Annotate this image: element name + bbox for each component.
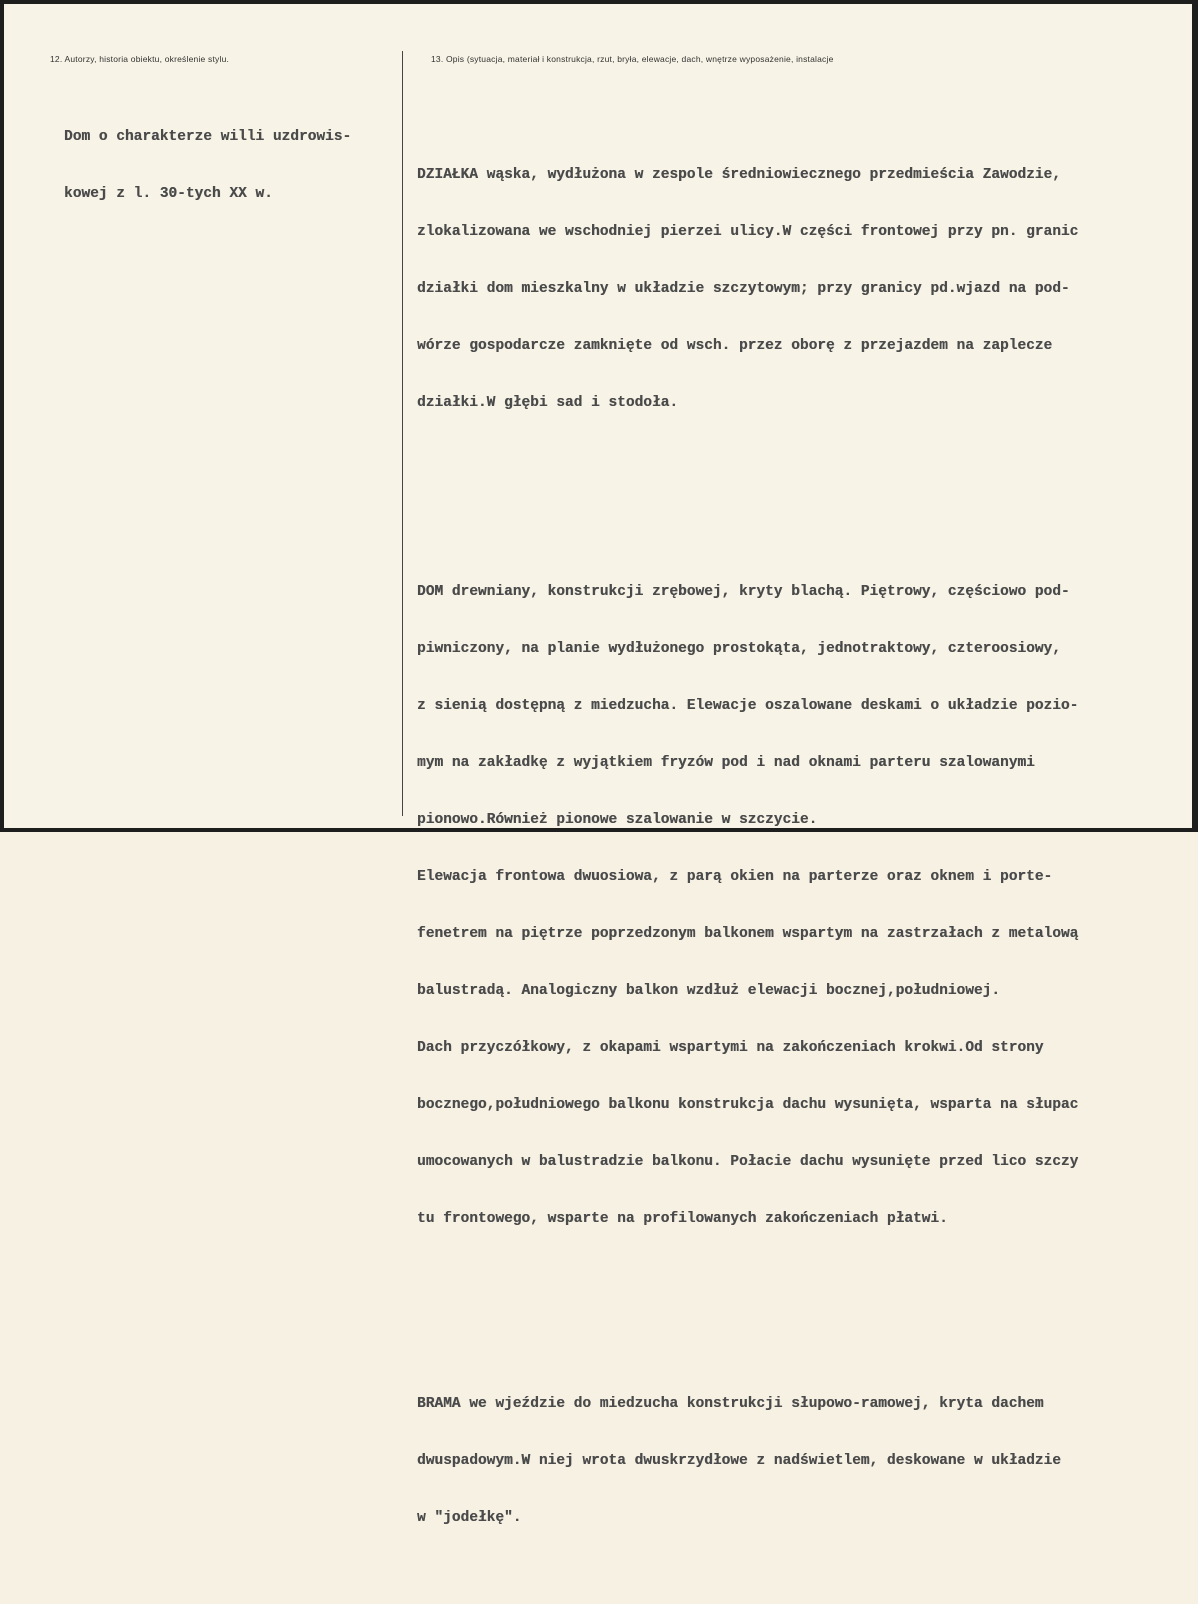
text-line: tu frontowego, wsparte na profilowanych zakończeniach płatwi. xyxy=(417,1211,948,1227)
text-line: kowej z l. 30-tych XX w. xyxy=(64,186,273,202)
text-line: zlokalizowana we wschodniej pierzei ulicy.W części frontowej przy pn. granic xyxy=(417,224,1079,240)
text-line: umocowanych w balustradzie balkonu. Połacie dachu wysunięte przed lico szczy xyxy=(417,1154,1079,1170)
text-line: bocznego,południowego balkonu konstrukcja dachu wysunięta, wsparta na słupac xyxy=(417,1097,1079,1113)
text-line: pionowo.Również pionowe szalowanie w szczycie. xyxy=(417,812,818,828)
text-line: fenetrem na piętrze poprzedzonym balkonem wspartym na zastrzałach z metalową xyxy=(417,926,1079,942)
text-line: w "jodełkę". xyxy=(417,1510,522,1526)
text-line: Dach przyczółkowy, z okapami wspartymi na zakończeniach krokwi.Od strony xyxy=(417,1040,1044,1056)
text-line: Dom o charakterze willi uzdrowis- xyxy=(64,129,352,145)
text-line: DOM drewniany, konstrukcji zrębowej, kryty blachą. Piętrowy, częściowo pod- xyxy=(417,584,1070,600)
column-divider xyxy=(402,51,403,816)
text-line: DZIAŁKA wąska, wydłużona w zespole średniowiecznego przedmieścia Zawodzie, xyxy=(417,167,1061,183)
text-line: dwuspadowym.W niej wrota dwuskrzydłowe z nadświetlem, deskowane w układzie xyxy=(417,1453,1061,1469)
paragraph-plot xyxy=(417,128,1078,451)
text-line: BRAMA we wjeździe do miedzucha konstrukcji słupowo-ramowej, kryta dachem xyxy=(417,1396,1044,1412)
text-line: Elewacja frontowa dwuosiowa, z parą okien na parterze oraz oknem i porte- xyxy=(417,869,1053,885)
text-line: piwniczony, na planie wydłużonego prostokąta, jednotraktowy, czterоosiowy, xyxy=(417,641,1061,657)
column-12-header: 12. Autorzy, historia obiektu, określenie stylu. xyxy=(50,54,230,64)
paragraph-gate xyxy=(417,1357,1078,1566)
authors-history-text xyxy=(64,90,351,242)
paragraph-house xyxy=(417,545,1078,1267)
column-13-header: 13. Opis (sytuacja, materiał i konstrukcja, rzut, bryła, elewacje, dach, wnętrze wyposażenie, instalacje xyxy=(431,54,834,64)
text-line: wórze gospodarcze zamknięte od wsch. przez oborę z przejazdem na zaplecze xyxy=(417,338,1053,354)
text-line: działki dom mieszkalny w układzie szczytowym; przy granicy pd.wjazd na pod- xyxy=(417,281,1070,297)
text-line: działki.W głębi sad i stodoła. xyxy=(417,395,679,411)
text-line: mym na zakładkę z wyjątkiem fryzów pod i nad oknami parteru szalowanymi xyxy=(417,755,1035,771)
text-line: balustradą. Analogiczny balkon wzdłuż elewacji bocznej,południowej. xyxy=(417,983,1000,999)
description-text xyxy=(417,90,1078,1604)
text-line: z sienią dostępną z miedzucha. Elewacje oszalowane deskami o układzie pozio- xyxy=(417,698,1079,714)
